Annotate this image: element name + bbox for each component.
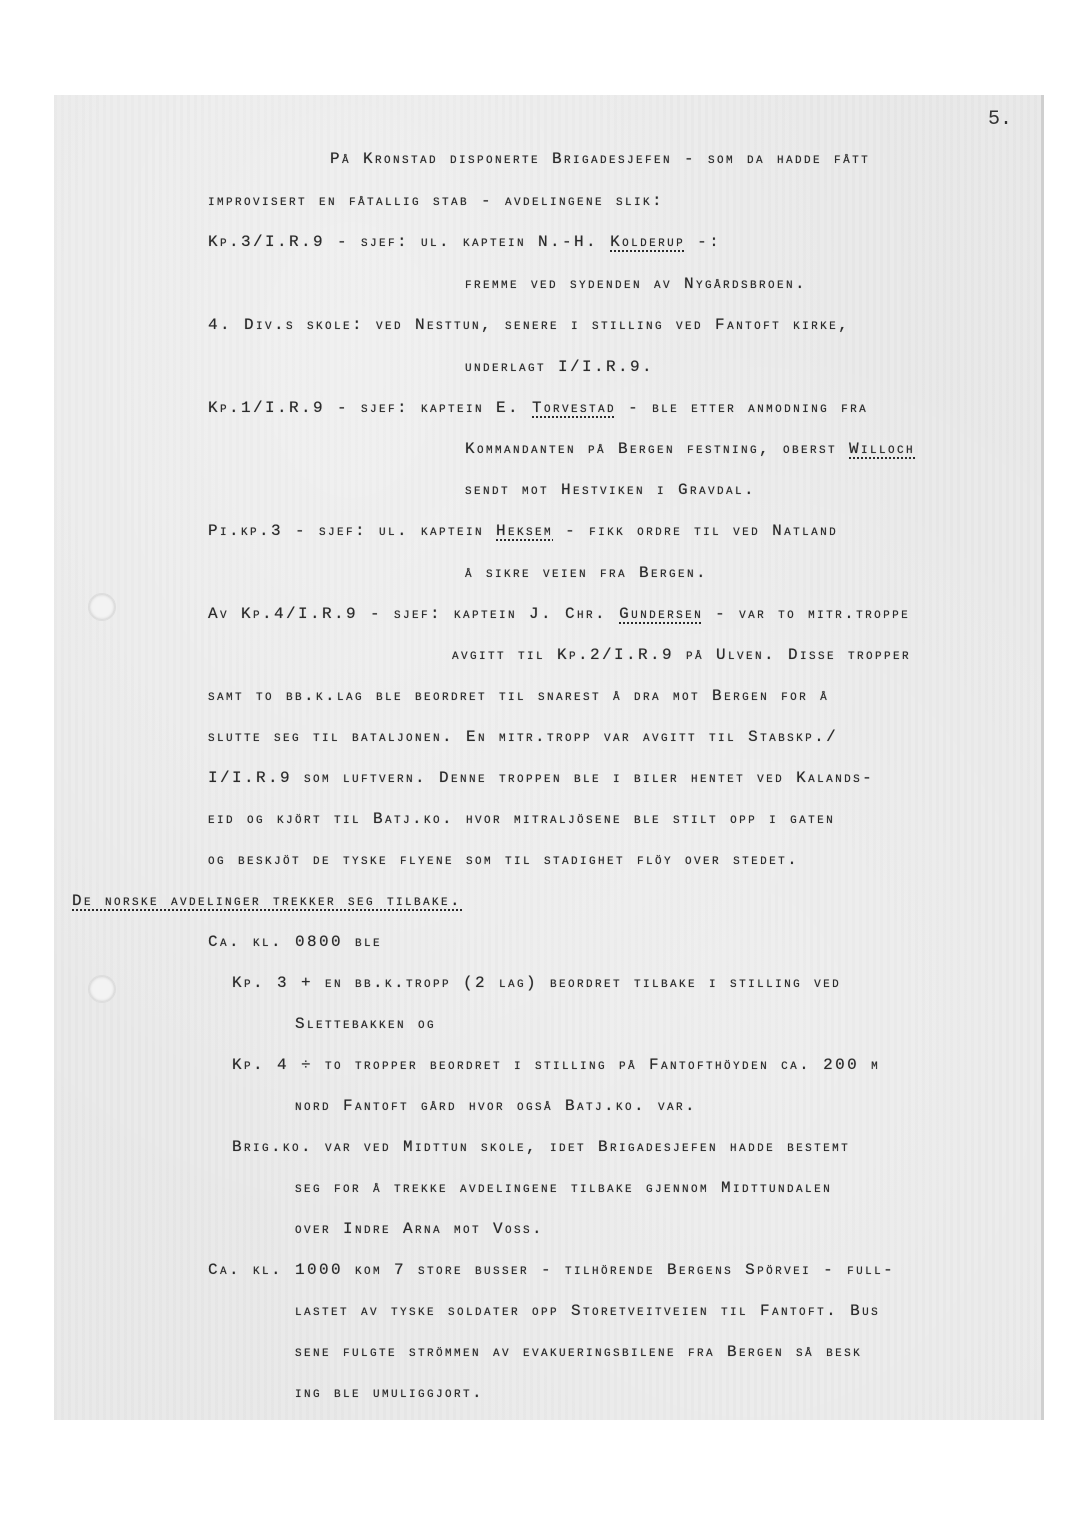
text-segment: - var to mitr.troppe bbox=[703, 605, 911, 623]
punch-hole bbox=[88, 593, 116, 621]
text-segment: Brig.ko. var ved Midttun skole, idet Brigadesjefen hadde bestemt bbox=[232, 1138, 851, 1156]
text-segment: Kp.1/I.R.9 - sjef: kaptein E. bbox=[208, 399, 533, 417]
text-segment: I/I.R.9 som luftvern. Denne troppen ble i biler hentet ved Kalands- bbox=[208, 769, 875, 787]
text-segment: underlagt I/I.R.9. bbox=[465, 358, 655, 376]
text-line bbox=[208, 769, 874, 787]
text-line bbox=[452, 646, 911, 664]
text-line bbox=[330, 150, 870, 168]
text-line bbox=[295, 1015, 436, 1033]
text-line bbox=[295, 1220, 544, 1238]
text-line bbox=[295, 1384, 484, 1402]
text-segment: improvisert en fåtallig stab - avdelingene slik: bbox=[208, 192, 665, 210]
section-heading bbox=[72, 892, 462, 910]
text-segment: -: bbox=[685, 233, 722, 251]
text-line bbox=[208, 605, 910, 623]
text-segment: lastet av tyske soldater opp Storetveitveien til Fantoft. Bus bbox=[295, 1302, 881, 1320]
text-segment: Pi.kp.3 - sjef: ul. kaptein bbox=[208, 522, 497, 540]
scan-edge bbox=[1041, 95, 1044, 1420]
text-line bbox=[295, 1179, 832, 1197]
text-line bbox=[208, 522, 838, 540]
text-segment: 4. Div.s skole: ved Nesttun, senere i stilling ved Fantoft kirke, bbox=[208, 316, 851, 334]
text-line bbox=[232, 1056, 880, 1074]
text-segment: slutte seg til bataljonen. En mitr.tropp var avgitt til Stabskp./ bbox=[208, 728, 839, 746]
text-segment: seg for å trekke avdelingene tilbake gjennom Midttundalen bbox=[295, 1179, 833, 1197]
text-segment: På Kronstad disponerte Brigadesjefen - som da hadde fått bbox=[330, 150, 871, 168]
text-segment: Av Kp.4/I.R.9 - sjef: kaptein J. Chr. bbox=[208, 605, 620, 623]
text-line bbox=[295, 1343, 862, 1361]
text-segment: Kp.3/I.R.9 - sjef: ul. kaptein N.-H. bbox=[208, 233, 611, 251]
text-line bbox=[465, 481, 756, 499]
text-segment: ing ble umuliggjort. bbox=[295, 1384, 485, 1402]
text-segment: Slettebakken og bbox=[295, 1015, 437, 1033]
text-segment: Ca. kl. 1000 kom 7 store busser - tilhörende Bergens Spörvei - full- bbox=[208, 1261, 896, 1279]
text-line bbox=[295, 1097, 697, 1115]
text-segment: avgitt til Kp.2/I.R.9 på Ulven. Disse tropper bbox=[452, 646, 912, 664]
text-line bbox=[465, 275, 807, 293]
text-segment: Kp. 4 ÷ to tropper beordret i stilling på Fantofthöyden ca. 200 m bbox=[232, 1056, 881, 1074]
punch-hole bbox=[88, 975, 116, 1003]
text-line bbox=[465, 358, 654, 376]
text-segment: samt to bb.k.lag ble beordret til snarest å dra mot Bergen for å bbox=[208, 687, 830, 705]
text-segment: sene fulgte strömmen av evakueringsbilene fra Bergen så besk bbox=[295, 1343, 863, 1361]
text-line bbox=[232, 974, 841, 992]
text-segment: Kp. 3 + en bb.k.tropp (2 lag) beordret tilbake i stilling ved bbox=[232, 974, 842, 992]
underlined-text: De norske avdelinger trekker seg tilbake. bbox=[72, 892, 463, 910]
text-segment: og beskjöt de tyske flyene som til stadighet flöy over stedet. bbox=[208, 851, 800, 869]
text-segment: - ble etter anmodning fra bbox=[616, 399, 869, 417]
text-line bbox=[208, 810, 835, 828]
page-number: 5. bbox=[988, 108, 1013, 131]
text-segment: - fikk ordre til ved Natland bbox=[553, 522, 839, 540]
underlined-text: Willoch bbox=[849, 440, 916, 458]
underlined-text: Gundersen bbox=[619, 605, 704, 623]
text-line bbox=[208, 316, 850, 334]
text-line bbox=[465, 564, 708, 582]
text-line bbox=[208, 192, 664, 210]
text-line bbox=[465, 440, 915, 458]
underlined-text: Torvestad bbox=[532, 399, 617, 417]
text-segment: å sikre veien fra Bergen. bbox=[465, 564, 709, 582]
text-line bbox=[208, 933, 382, 951]
text-line bbox=[208, 399, 868, 417]
text-line bbox=[232, 1138, 850, 1156]
scanned-page bbox=[54, 95, 1044, 1420]
text-line bbox=[208, 728, 838, 746]
text-segment: fremme ved sydenden av Nygårdsbroen. bbox=[465, 275, 808, 293]
underlined-text: Heksem bbox=[496, 522, 554, 540]
text-line bbox=[208, 687, 829, 705]
text-line bbox=[295, 1302, 880, 1320]
text-segment: sendt mot Hestviken i Gravdal. bbox=[465, 481, 757, 499]
text-segment: nord Fantoft gård hvor også Batj.ko. var. bbox=[295, 1097, 698, 1115]
text-line bbox=[208, 1261, 895, 1279]
text-line bbox=[208, 851, 799, 869]
text-segment: Kommandanten på Bergen festning, oberst bbox=[465, 440, 850, 458]
text-segment: eid og kjört til Batj.ko. hvor mitraljösene ble stilt opp i gaten bbox=[208, 810, 836, 828]
text-segment: Ca. kl. 0800 ble bbox=[208, 933, 383, 951]
text-segment: over Indre Arna mot Voss. bbox=[295, 1220, 545, 1238]
underlined-text: Kolderup bbox=[610, 233, 686, 251]
text-line bbox=[208, 233, 721, 251]
